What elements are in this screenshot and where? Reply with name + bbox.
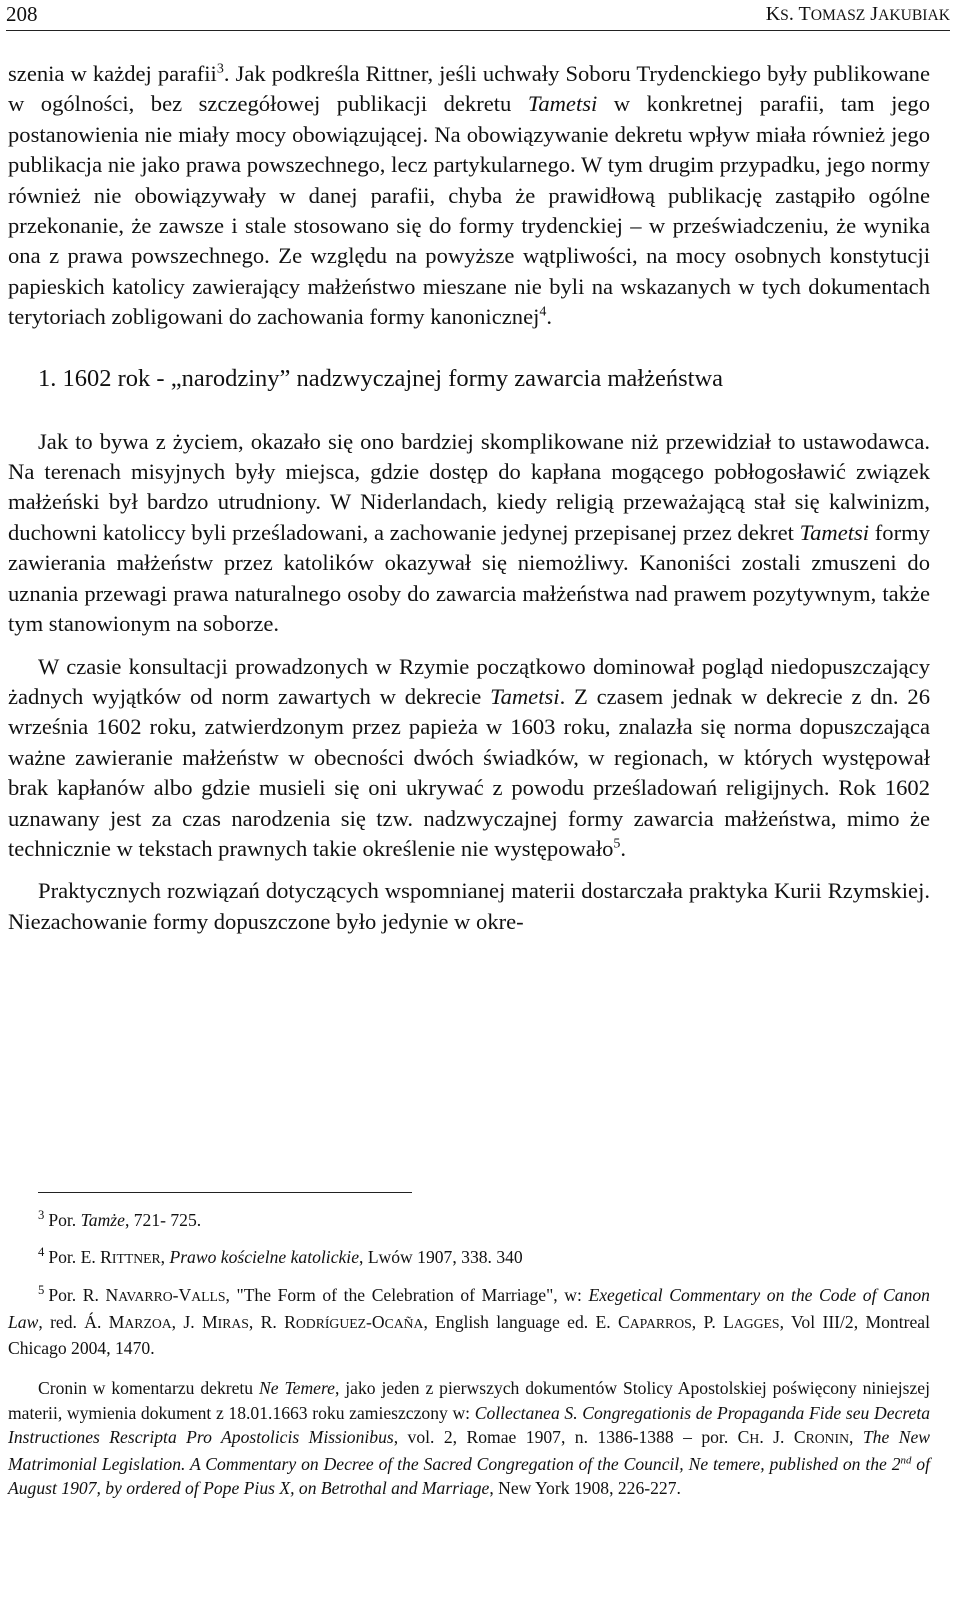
page-number: 208 bbox=[6, 2, 38, 26]
footnote-ref-5[interactable]: 5 bbox=[613, 836, 621, 852]
footnotes bbox=[8, 1208, 930, 1519]
running-header bbox=[6, 0, 950, 31]
running-author: KS. TOMASZ JAKUBIAK bbox=[765, 3, 950, 25]
footnote-3: $^3$ Por. Tamże, 721- 725. bbox=[38, 1208, 202, 1230]
footnote-separator bbox=[38, 1192, 412, 1193]
footnote-4: $^4$ Por. E. RITTNER, Prawo kościelne katolickie, Lwów 1907, 338. 340 bbox=[38, 1244, 523, 1267]
footnote-ref-4[interactable]: 4 bbox=[539, 304, 547, 320]
paragraph-1: szenia w każdej parafii$^3$. Jak podkreśla Rittner, jeśli uchwały Soboru Trydenckiego były publikowane w ogólności, bez szczegółowej publikacji dekretu Tametsi w konkretnej parafii, tam jego postanowienia nie miały mocy obowiązującej. Na obowiązywanie dekretu wpływ miała również jego publikacja nie jako prawa powszechnego, lecz partykularnego. W tym drugim przypadku, jego normy również nie obowiązywały w danej parafii, chyba że prawidłową publikację zastąpiło ogólne przekonanie, że zawsze i stale stosowano się do formy trydenckiej – w przeświadczeniu, że wynika ona z prawa powszechnego. Ze względu na powyższe wątpliwości, na mocy osobnych konstytucji papieskich katolicy zawierający małżeństwo mieszane nie byli na wskazanych w tych dokumentach terytoriach zobligowani do zachowania formy kanonicznej$^4$. bbox=[8, 61, 931, 330]
paragraph-2: Jak to bywa z życiem, okazało się ono bardziej skomplikowane niż przewidział to ustawodawca. Na terenach misyjnych były miejsca, gdzie dostęp do kapłana mogącego pobłogosławić związek małżeński był bardzo utrudniony. W Niderlandach, kiedy religią przeważającą stał się kalwinizm, duchowni katoliccy byli prześladowani, a zachowanie jedynej przepisanej przez dekret Tametsi formy zawierania małżeństw przez katolików okazywał się niemożliwy. Kanoniści zostali zmuszeni do uznania przewagi prawa naturalnego osoby do zawarcia małżeństwa nad prawem pozytywnym, także tym stanowionym na soborze. bbox=[8, 428, 930, 637]
paragraph-3: W czasie konsultacji prowadzonych w Rzymie początkowo dominował pogląd niedopuszczający żadnych wyjątków od norm zawartych w dekrecie Tametsi. Z czasem jednak w dekrecie z dn. 26 września 1602 roku, zatwierdzonym przez papieża w 1603 roku, znalazła się norma dopuszczająca ważne zawieranie małżeństw w obecności dwóch świadków, w regionach, w których występował brak kapłanów albo gdzie musieli się oni ukrywać z powodu prześladowań religijnych. Rok 1602 uznawany jest za czas narodzenia się tzw. nadzwyczajnej formy zawarcia małżeństwa, mimo że technicznie w tekstach prawnych takie określenie nie występowało$^5$. bbox=[8, 653, 930, 861]
section-heading: 1. 1602 rok - „narodziny” nadzwyczajnej formy zawarcia małżeństwa bbox=[38, 364, 724, 392]
paragraph-4: Praktycznych rozwiązań dotyczących wspomnianej materii dostarczała praktyka Kurii Rzymskiej. Niezachowanie formy dopuszczone było jedynie w okre- bbox=[8, 878, 930, 934]
footnote-5-continuation: Cronin w komentarzu dekretu Ne Temere, jako jeden z pierwszych dokumentów Stolicy Apostolskiej poświęcony niniejszej materii, wymienia dokument z 18.01.1663 roku zamieszczony w: Collectanea S. Congregationis de Propaganda Fide seu Decreta Instructiones Rescripta Pro Apostolicis Missionibus, vol. 2, Romae 1907, n. 1386-1388 – por. CH. J. CRONIN, The New Matrimonial Legislation. A Commentary on Decree of the Sacred Congregation of the Council, Ne temere, published on the 2nd of August 1907, by ordered of Pope Pius X, on Betrothal and Marriage, New York 1908, 226-227. bbox=[8, 1377, 931, 1499]
footnote-ref-3[interactable]: 3 bbox=[216, 61, 224, 77]
footnote-5: $^5$ Por. R. NAVARRO-VALLS, "The Form of the Celebration of Marriage", w: Exegetical Commentary on the Code of Canon Law, red. Á. MARZOA, J. MIRAS, R. RODRÍGUEZ-OCAÑA, English language ed. E. CAPARROS, P. LAGGES, Vol III/2, Montreal Chicago 2004, 1470. bbox=[8, 1283, 930, 1359]
main-text bbox=[8, 59, 930, 937]
